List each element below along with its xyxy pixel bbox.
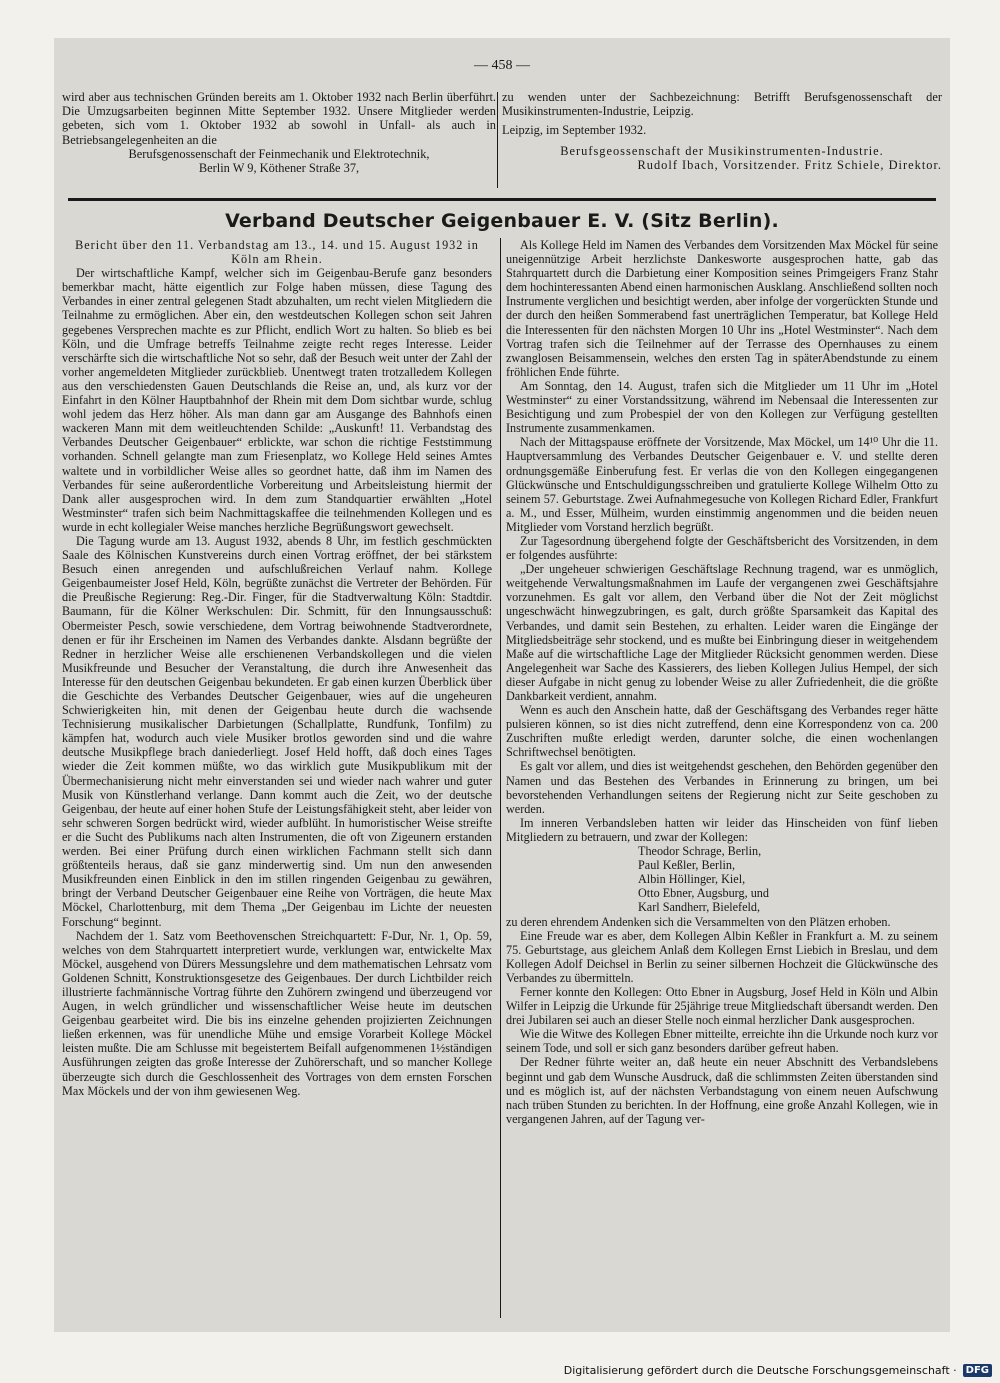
paragraph: Die Tagung wurde am 13. August 1932, abends 8 Uhr, im festlich geschmückten Saale des Kölnischen Kunstvereins durch einen Vortrag eröffnet, der bei stärkstem Besuch einen anregenden und aufschlußreichen Verlauf nahm. Kollege Geigenbaumeister Josef Held, Köln, begrüßte zunächst die Vertreter der Behörden. Für die Preußische Regierung: Reg.-Dir. Finger, für die Stadtverwaltung Köln: Stadtdir. Baumann, für die Kölner Werkschulen: Dir. Schmitt, für den Innungsausschuß: Obermeister Pesch, sowie verschiedene, dem Vortrag beiwohnende Stadtverordnete, denen er für ihr Erscheinen im Namen des Verbandes dankte. Alsdann begrüßte der Redner in herzlicher Weise alle erschienenen Verbandskollegen und die vielen Musikfreunde und Besucher der Veranstaltung, die durch ihre Anwesenheit das Interesse für den deutschen Geigenbau bekundeten. Er gab einen kurzen Überblick über die Geschichte des Verbandes Deutscher Geigenbauer, wies auf die ungeheuren Schwierigkeiten hin, mit denen der Geigenbau heute durch die wachsende Technisierung musikalischer Darbietungen (Schallplatte, Rundfunk, Tonfilm) zu kämpfen hat, wodurch auch viele Musiker brotlos geworden sind und die wahre deutsche Musikpflege brach daniederliegt. Josef Held hofft, daß doch eines Tages wieder die Zeit kommen müßte, wo das wirklich gute Musikpublikum mit der Übermechanisierung nicht mehr einverstanden sei und wieder nach wahrer und guter Musik von Künstlerhand verlange. Dann kommt auch die Zeit, wo der deutsche Geigenbau, der heute auf einer hohen Stufe der Leistungsfähigkeit steht, aber leider von sehr schweren Sorgen bedrückt wird, wieder aufblüht. In humoristischer Weise streifte er die Sucht des Publikums nach alten Instrumenten, die oft von Zigeunern erstanden werden. Bei einer Prüfung durch einen wirklichen Fachmann stellt sich dann größtenteils heraus, daß sie ganz minderwertig sind. Um nun den anwesenden Musikfreunden einen Einblick in den im stillen ringenden Geigenbau zu gewähren, bringt der Verband Deutscher Geigenbauer eine Reihe von Vorträgen, die heute Max Möckel, Charlottenburg, mit dem Thema „Der Geigenbau im Lichte der neuesten Forschung“ beginnt.	[62, 533, 492, 929]
paragraph: Als Kollege Held im Namen des Verbandes dem Vorsitzenden Max Möckel für seine uneigennützige Arbeit herzlichste Dankesworte ausgesprochen hatte, gab das Stahrquartett durch die Darbietung einer Komposition seines Primgeigers Franz Stahr dem hochinteressanten Abend einen harmonischen Ausklang. Anschließend sollten noch Instrumente verglichen und besichtigt werden, aber infolge der vorgerückten Stunde und der durch den heißen Sommerabend fast unerträglichen Temperatur, bat Kollege Held die Interessenten für den nächsten Morgen 10 Uhr ins „Hotel Westminster“. Nach dem Vortrag trafen sich die Teilnehmer auf der Terrasse des Opernhauses zu einem zwanglosen Beisammensein, welches den ersten Tag in späterAbendstunde zu einem fröhlichen Ende führte.	[506, 238, 938, 379]
paragraph: Ferner konnte den Kollegen: Otto Ebner in Augsburg, Josef Held in Köln und Albin Wilfer in Leipzig die Urkunde für 25jährige treue Mitgliedschaft übersandt werden. Den drei Jubilaren sei auch an dieser Stelle noch einmal herzlicher Dank ausgesprochen.	[506, 984, 938, 1028]
paragraph: Wie die Witwe des Kollegen Ebner mitteilte, erreichte ihn die Urkunde noch kurz vor seinem Tode, und soll er sich ganz besonders darüber gefreut haben.	[506, 1027, 938, 1056]
notice-org: Berufsgenossenschaft der Feinmechanik und Elektrotechnik,	[128, 146, 430, 161]
top-right-notice	[502, 90, 942, 172]
paragraph: Am Sonntag, den 14. August, trafen sich die Mitglieder um 11 Uhr im „Hotel Westminster“ zu einer Vorstandssitzung, während im Nebensaal die Interessenten zur Besichtigung und zum Probespiel der von den Kollegen zur Verfügung gestellten Instrumente zusammenkamen.	[506, 378, 938, 436]
deceased-name: Albin Höllinger, Kiel,	[638, 872, 746, 887]
notice-text: zu wenden unter der Sachbezeichnung: Betrifft Berufsgenossenschaft der Musikinstrumenten-Industrie, Leipzig.	[502, 90, 942, 119]
section-rule	[68, 198, 936, 201]
deceased-name: Karl Sandherr, Bielefeld,	[638, 900, 761, 915]
paragraph: Nachdem der 1. Satz vom Beethovenschen Streichquartett: F-Dur, Nr. 1, Op. 59, welches von dem Stahrquartett interpretiert wurde, verklungen war, entwickelte Max Möckel, ausgehend von Dürers Messungslehre und dem mathematischen Lehrsatz vom Goldenen Schnitt, Konstruktionsgesetze des Geigenbaues. Der durch Lichtbilder reich illustrierte fachmännische Vortrag führte den Zuhörern zwingend und überzeugend vor Augen, in welch gründlicher und wissenschaftlicher Weise heute im deutschen Geigenbau gearbeitet wird. Die bis ins einzelne gehenden projizierten Zeichnungen ließen erkennen, was für unendliche Mühe und emsige Vorarbeit Kollege Möckel leisten mußte. Die am Schlusse mit begeistertem Beifall aufgenommenen 1½ständigen Ausführungen zeigten das große Interesse der Zuhörerschaft, und so mancher Kollege überzeugte sich durch die Geschlossenheit des Vortrages von dem ernsten Forschen Max Möckels und der von ihm gewiesenen Weg.	[62, 928, 492, 1098]
page-number: — 458 —	[474, 58, 530, 73]
paragraph: „Der ungeheuer schwierigen Geschäftslage Rechnung tragend, war es unmöglich, weitgehende Verwaltungsmaßnahmen im Laufe der vergangenen zwei Geschäftsjahre vorzunehmen. Es galt vor allem, den Verband über die Not der Zeit möglichst ungeschwächt hinwegzubringen, es galt, durch größte Sparsamkeit das Kapital des Verbandes, und damit sein Bestehen, zu erhalten. Leider waren die Eingänge der Mitgliedsbeiträge sehr stockend, und es mußte bei Einbringung dieser in weitgehendem Maße auf die wirtschaftliche Lage der Mitglieder Rücksicht genommen werden. Diese Angelegenheit war Sache des Kassierers, des lieben Kollegen Julius Hempel, der sich dieser Aufgabe in nicht genug zu lobender Weise zu aller Zufriedenheit, die die größte Dankbarkeit verdient, annahm.	[506, 562, 938, 703]
paragraph: Wenn es auch den Anschein hatte, daß der Geschäftsgang des Verbandes reger hätte pulsieren können, so ist dies nicht zutreffend, denn eine Korrespondenz von ca. 200 Zuschriften mußte erledigt werden, darunter solche, die einen wochenlangen Schriftwechsel benötigten.	[506, 703, 938, 760]
right-column	[506, 238, 938, 1126]
paragraph: Zur Tagesordnung übergehend folgte der Geschäftsbericht des Vorsitzenden, in dem er folgendes ausführte:	[506, 533, 938, 563]
article-headline: Verband Deutscher Geigenbauer E. V. (Sitz Berlin).	[225, 210, 779, 232]
left-column	[62, 238, 492, 1098]
paragraph: Der wirtschaftliche Kampf, welcher sich im Geigenbau-Berufe ganz besonders bemerkbar macht, hätte eigentlich zur Folge haben müssen, diese Tagung des Verbandes in einer zentral gelegenen Stadt abzuhalten, um recht vielen Mitgliedern die Teilnahme zu ermöglichen. Aber ein, den westdeutschen Kollegen schon seit Jahren gegebenes Versprechen machte es zur Pflicht, endlich Wort zu halten. So blieb es bei Köln, und die Umfrage betreffs Teilnahme zeigte recht reges Interesse. Leider verschärfte sich die wirtschaftliche Not so sehr, daß der Besuch weit unter der Zahl der vorher angemeldeten Mitglieder zurückblieb. Unentwegt traten trotzalledem Kollegen aus den verschiedensten Gauen Deutschlands die Reise an, und, als kurz vor der Einfahrt in den Kölner Hauptbahnhof der Rhein mit dem Dom sichtbar wurde, schlug wohl jedem das Herz höher. Als man dann gar am Ausgange des Bahnhofs einen wackeren Mann mit dem weitleuchtenden Schilde: „Auskunft! 11. Verbandstag des Verbandes Deutscher Geigenbauer“ erblickte, war schon die richtige Feststimmung vorhanden. Schnell gelangte man zum Friesenplatz, wo Kollege Held seines Amtes waltete und in vorbildlicher Weise alles so geordnet hatte, daß ihm im Namen des Verbandes für seine außerordentliche Vorbereitung und Arbeitsleistung hiermit der Dank aller ausgesprochen wird. In dem zum Standquartier erwählten „Hotel Westminster“ trafen sich beim Nachmittagskaffee die teilnehmenden Kollegen und es wurde in echt kollegialer Weise manches herzliche Begrüßungswort gewechselt.	[62, 266, 492, 534]
column-divider-main	[500, 238, 501, 1318]
paragraph: Es galt vor allem, und dies ist weitgehendst geschehen, den Behörden gegenüber den Namen und das Bestehen des Verbandes in Erinnerung zu bringen, um bei bevorstehenden Verhandlungen seitens der Regierung nicht zur Seite geschoben zu werden.	[506, 759, 938, 816]
notice-org: Berufsgeossenschaft der Musikinstrumenten-Industrie.	[560, 143, 884, 158]
top-left-notice	[62, 90, 496, 175]
notice-address: Berlin W 9, Köthener Straße 37,	[198, 161, 360, 176]
paragraph: zu deren ehrendem Andenken sich die Versammelten von den Plätzen erhoben.	[506, 914, 891, 929]
column-divider-top	[497, 92, 498, 188]
paragraph: Der Redner führte weiter an, daß heute ein neuer Abschnitt des Verbandslebens beginnt und gab dem Wunsche Ausdruck, daß die schlimmsten Zeiten überstanden sind und es möglich ist, auf der nächsten Verbandstagung von einem neuen Aufschwung nach trüben Stunden zu berichten. In der Hoffnung, eine große Anzahl Kollegen, wie in vergangenen Jahren, auf der Tagung ver-	[506, 1055, 938, 1126]
notice-text: wird aber aus technischen Gründen bereits am 1. Oktober 1932 nach Berlin überführt. Die Umzugsarbeiten beginnen Mitte September 1932. Unsere Mitglieder werden gebeten, sich vom 1. Oktober 1932 ab sowohl in Unfall- als auch in Betriebsangelegenheiten an die	[62, 90, 496, 147]
deceased-name: Theodor Schrage, Berlin,	[638, 844, 762, 859]
funding-text: Digitalisierung gefördert durch die Deutsche Forschungsgemeinschaft ·	[563, 1364, 957, 1377]
dfg-logo: DFG	[963, 1364, 992, 1377]
funding-footer	[564, 1364, 992, 1377]
scanned-page	[54, 38, 950, 1332]
notice-place-date: Leipzig, im September 1932.	[502, 123, 647, 138]
deceased-name: Paul Keßler, Berlin,	[638, 858, 735, 873]
notice-signatories: Rudolf Ibach, Vorsitzender. Fritz Schiele, Direktor.	[637, 157, 942, 172]
paragraph: Nach der Mittagspause eröffnete der Vorsitzende, Max Möckel, um 14¹⁰ Uhr die 11. Hauptversammlung des Verbandes Deutscher Geigenbauer e. V. und stellte deren ordnungsgemäße Einberufung fest. Er verlas die von den Kollegen eingegangenen Glückwünsche und Entschuldigungsschreiben und gratulierte Kollege Wilhelm Otto zu seinem 57. Geburtstage. Zwei Aufnahmegesuche von Kollegen Richard Edler, Frankfurt a. M., und Esser, Mülheim, wurden einstimmig angenommen und die beiden neuen Mitglieder vom Vorstand herzlich begrüßt.	[506, 435, 938, 534]
report-title: Bericht über den 11. Verbandstag am 13., 14. und 15. August 1932 in Köln am Rhein.	[75, 238, 479, 267]
deceased-name: Otto Ebner, Augsburg, und	[638, 886, 769, 901]
paragraph: Eine Freude war es aber, dem Kollegen Albin Keßler in Frankfurt a. M. zu seinem 75. Geburtstage, aus gleichem Anlaß dem Kollegen Ernst Liebich in Breslau, und dem Kollegen Adolf Deichsel in Berlin zu seiner silbernen Hochzeit die Glückwünsche des Verbandes zu übermitteln.	[506, 928, 938, 985]
paragraph: Im inneren Verbandsleben hatten wir leider das Hinscheiden von fünf lieben Mitgliedern zu betrauern, und zwar der Kollegen:	[506, 815, 938, 844]
